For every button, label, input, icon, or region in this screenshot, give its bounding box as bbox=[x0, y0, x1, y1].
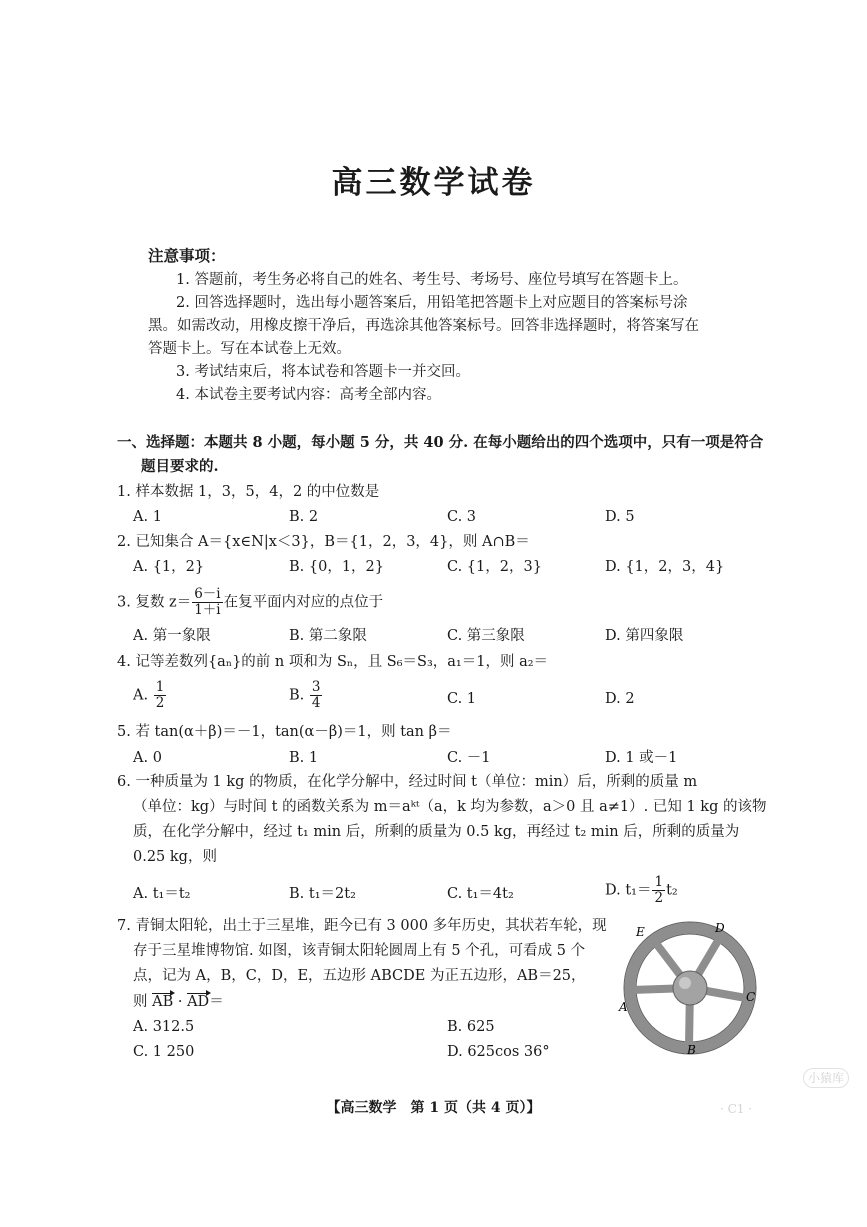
point-label-a: A bbox=[619, 1000, 628, 1014]
question-1-option-c: C. 3 bbox=[447, 509, 477, 525]
question-6-option-b: B. t₁＝2t₂ bbox=[289, 886, 356, 902]
footer-code: · C1 · bbox=[720, 1102, 753, 1116]
question-7-option-d: D. 625cos 36° bbox=[447, 1044, 550, 1060]
question-3-option-a: A. 第一象限 bbox=[133, 628, 211, 644]
notice-item-4: 4. 本试卷主要考试内容：高考全部内容。 bbox=[176, 387, 441, 403]
question-7-line-4-prefix: 则 bbox=[133, 994, 153, 1010]
question-4-stem: 4. 记等差数列{aₙ}的前 n 项和为 Sₙ，且 S₆＝S₃，a₁＝1，则 a₂＝ bbox=[117, 654, 549, 670]
notice-item-2-line-2: 黑。如需改动，用橡皮擦干净后，再选涂其他答案标号。回答非选择题时，将答案写在 bbox=[148, 318, 699, 334]
question-1-option-b: B. 2 bbox=[289, 509, 319, 525]
fraction-denominator: 4 bbox=[311, 694, 321, 711]
question-3-stem-suffix: 在复平面内对应的点位于 bbox=[223, 594, 384, 611]
question-4-option-c: C. 1 bbox=[447, 691, 477, 707]
question-6-option-a: A. t₁＝t₂ bbox=[133, 886, 191, 902]
question-6-option-d-fraction bbox=[652, 875, 665, 906]
question-4-option-a-fraction bbox=[154, 680, 167, 711]
point-label-e: E bbox=[636, 925, 645, 939]
question-6-line-2: （单位：kg）与时间 t 的函数关系为 m＝aᵏᵗ（a，k 均为参数，a＞0 且 a≠1）. 已知 1 kg 的该物 bbox=[133, 799, 767, 815]
question-7-option-a: A. 312.5 bbox=[133, 1019, 195, 1035]
fraction-numerator: 1 bbox=[155, 679, 165, 695]
fraction-numerator: 1 bbox=[654, 874, 664, 890]
fraction-numerator: 3 bbox=[311, 679, 321, 695]
page-title: 高三数学试卷 bbox=[331, 165, 536, 201]
wheel-hub bbox=[673, 971, 707, 1005]
question-7-line-2: 存于三星堆博物馆. 如图，该青铜太阳轮圆周上有 5 个孔，可看成 5 个 bbox=[133, 943, 586, 959]
notice-item-2-line-3: 答题卡上。写在本试卷上无效。 bbox=[148, 341, 351, 357]
notice-item-3: 3. 考试结束后，将本试卷和答题卡一并交回。 bbox=[176, 364, 470, 380]
question-7-line-3: 点，记为 A，B，C，D，E，五边形 ABCDE 为正五边形，AB＝25， bbox=[133, 968, 586, 984]
question-2-option-a: A. {1，2} bbox=[133, 559, 205, 575]
question-7-option-c: C. 1 250 bbox=[133, 1044, 195, 1060]
watermark: 小猿库 bbox=[803, 1068, 849, 1088]
point-label-d: D bbox=[715, 921, 725, 935]
fraction-denominator: 2 bbox=[654, 889, 664, 906]
question-1-option-a: A. 1 bbox=[133, 509, 162, 525]
question-2-stem: 2. 已知集合 A＝{x∈N|x＜3}，B＝{1，2，3，4}，则 A∩B＝ bbox=[117, 534, 530, 550]
question-3-option-c: C. 第三象限 bbox=[447, 628, 525, 644]
bronze-sun-wheel-figure bbox=[615, 918, 765, 1058]
question-3-stem bbox=[117, 587, 383, 618]
question-6-option-d-prefix: D. t₁＝ bbox=[605, 882, 652, 899]
page-footer: 【高三数学 第 1 页（共 4 页）】 bbox=[326, 1100, 541, 1116]
wheel-hub-highlight bbox=[679, 977, 691, 989]
question-3-fraction bbox=[192, 587, 222, 618]
question-6-option-c: C. t₁＝4t₂ bbox=[447, 886, 514, 902]
question-3-numerator: 6－i bbox=[194, 586, 221, 602]
notice-item-2-line-1: 2. 回答选择题时，选出每小题答案后，用铅笔把答题卡上对应题目的答案标号涂 bbox=[176, 295, 688, 311]
question-5-option-c: C. －1 bbox=[447, 750, 491, 766]
question-3-option-d: D. 第四象限 bbox=[605, 628, 684, 644]
question-6-option-d bbox=[605, 875, 678, 906]
question-3-denominator: 1＋i bbox=[194, 601, 221, 618]
question-4-option-b bbox=[289, 680, 323, 711]
question-4-option-d: D. 2 bbox=[605, 691, 635, 707]
question-2-option-c: C. {1，2，3} bbox=[447, 559, 542, 575]
question-7-option-b: B. 625 bbox=[447, 1019, 495, 1035]
question-3-stem-prefix: 3. 复数 z＝ bbox=[117, 594, 192, 611]
question-6-line-1: 6. 一种质量为 1 kg 的物质，在化学分解中，经过时间 t（单位：min）后，所剩的质量 m bbox=[117, 774, 698, 790]
question-4-option-b-fraction bbox=[310, 680, 323, 711]
question-5-option-d: D. 1 或－1 bbox=[605, 750, 678, 766]
point-label-b: B bbox=[687, 1043, 696, 1057]
dot-product-sign: · bbox=[173, 994, 188, 1010]
question-3-option-b: B. 第二象限 bbox=[289, 628, 367, 644]
question-7-line-4 bbox=[133, 992, 224, 1014]
question-1-option-d: D. 5 bbox=[605, 509, 635, 525]
question-7-line-4-suffix: ＝ bbox=[209, 994, 224, 1010]
section-heading: 一、选择题：本题共 8 小题，每小题 5 分，共 40 分. 在每小题给出的四个选项中，只有一项是符合 bbox=[117, 434, 764, 451]
question-4-option-a-label: A. bbox=[133, 687, 149, 704]
point-label-c: C bbox=[746, 990, 756, 1004]
question-4-option-a bbox=[133, 680, 167, 711]
question-2-option-d: D. {1，2，3，4} bbox=[605, 559, 725, 575]
question-7-line-1: 7. 青铜太阳轮，出土于三星堆，距今已有 3 000 多年历史，其状若车轮，现 bbox=[117, 918, 607, 934]
fraction-denominator: 2 bbox=[155, 694, 165, 711]
vector-ab: AB bbox=[152, 992, 173, 1014]
section-heading-line-2: 题目要求的. bbox=[141, 458, 219, 475]
question-5-option-a: A. 0 bbox=[133, 750, 162, 766]
question-5-stem: 5. 若 tan(α＋β)＝－1，tan(α－β)＝1，则 tan β＝ bbox=[117, 724, 452, 740]
vector-ad: AD bbox=[187, 992, 209, 1014]
question-6-line-3: 质，在化学分解中，经过 t₁ min 后，所剩的质量为 0.5 kg，再经过 t₂ min 后，所剩的质量为 bbox=[133, 824, 740, 840]
question-4-option-b-label: B. bbox=[289, 687, 305, 704]
notice-heading: 注意事项： bbox=[148, 246, 226, 265]
question-6-line-4: 0.25 kg，则 bbox=[133, 849, 217, 865]
notice-item-1: 1. 答题前，考生务必将自己的姓名、考生号、考场号、座位号填写在答题卡上。 bbox=[176, 272, 688, 288]
question-5-option-b: B. 1 bbox=[289, 750, 319, 766]
question-6-option-d-suffix: t₂ bbox=[666, 882, 678, 899]
question-1-stem: 1. 样本数据 1，3，5，4，2 的中位数是 bbox=[117, 484, 380, 500]
question-2-option-b: B. {0，1，2} bbox=[289, 559, 385, 575]
